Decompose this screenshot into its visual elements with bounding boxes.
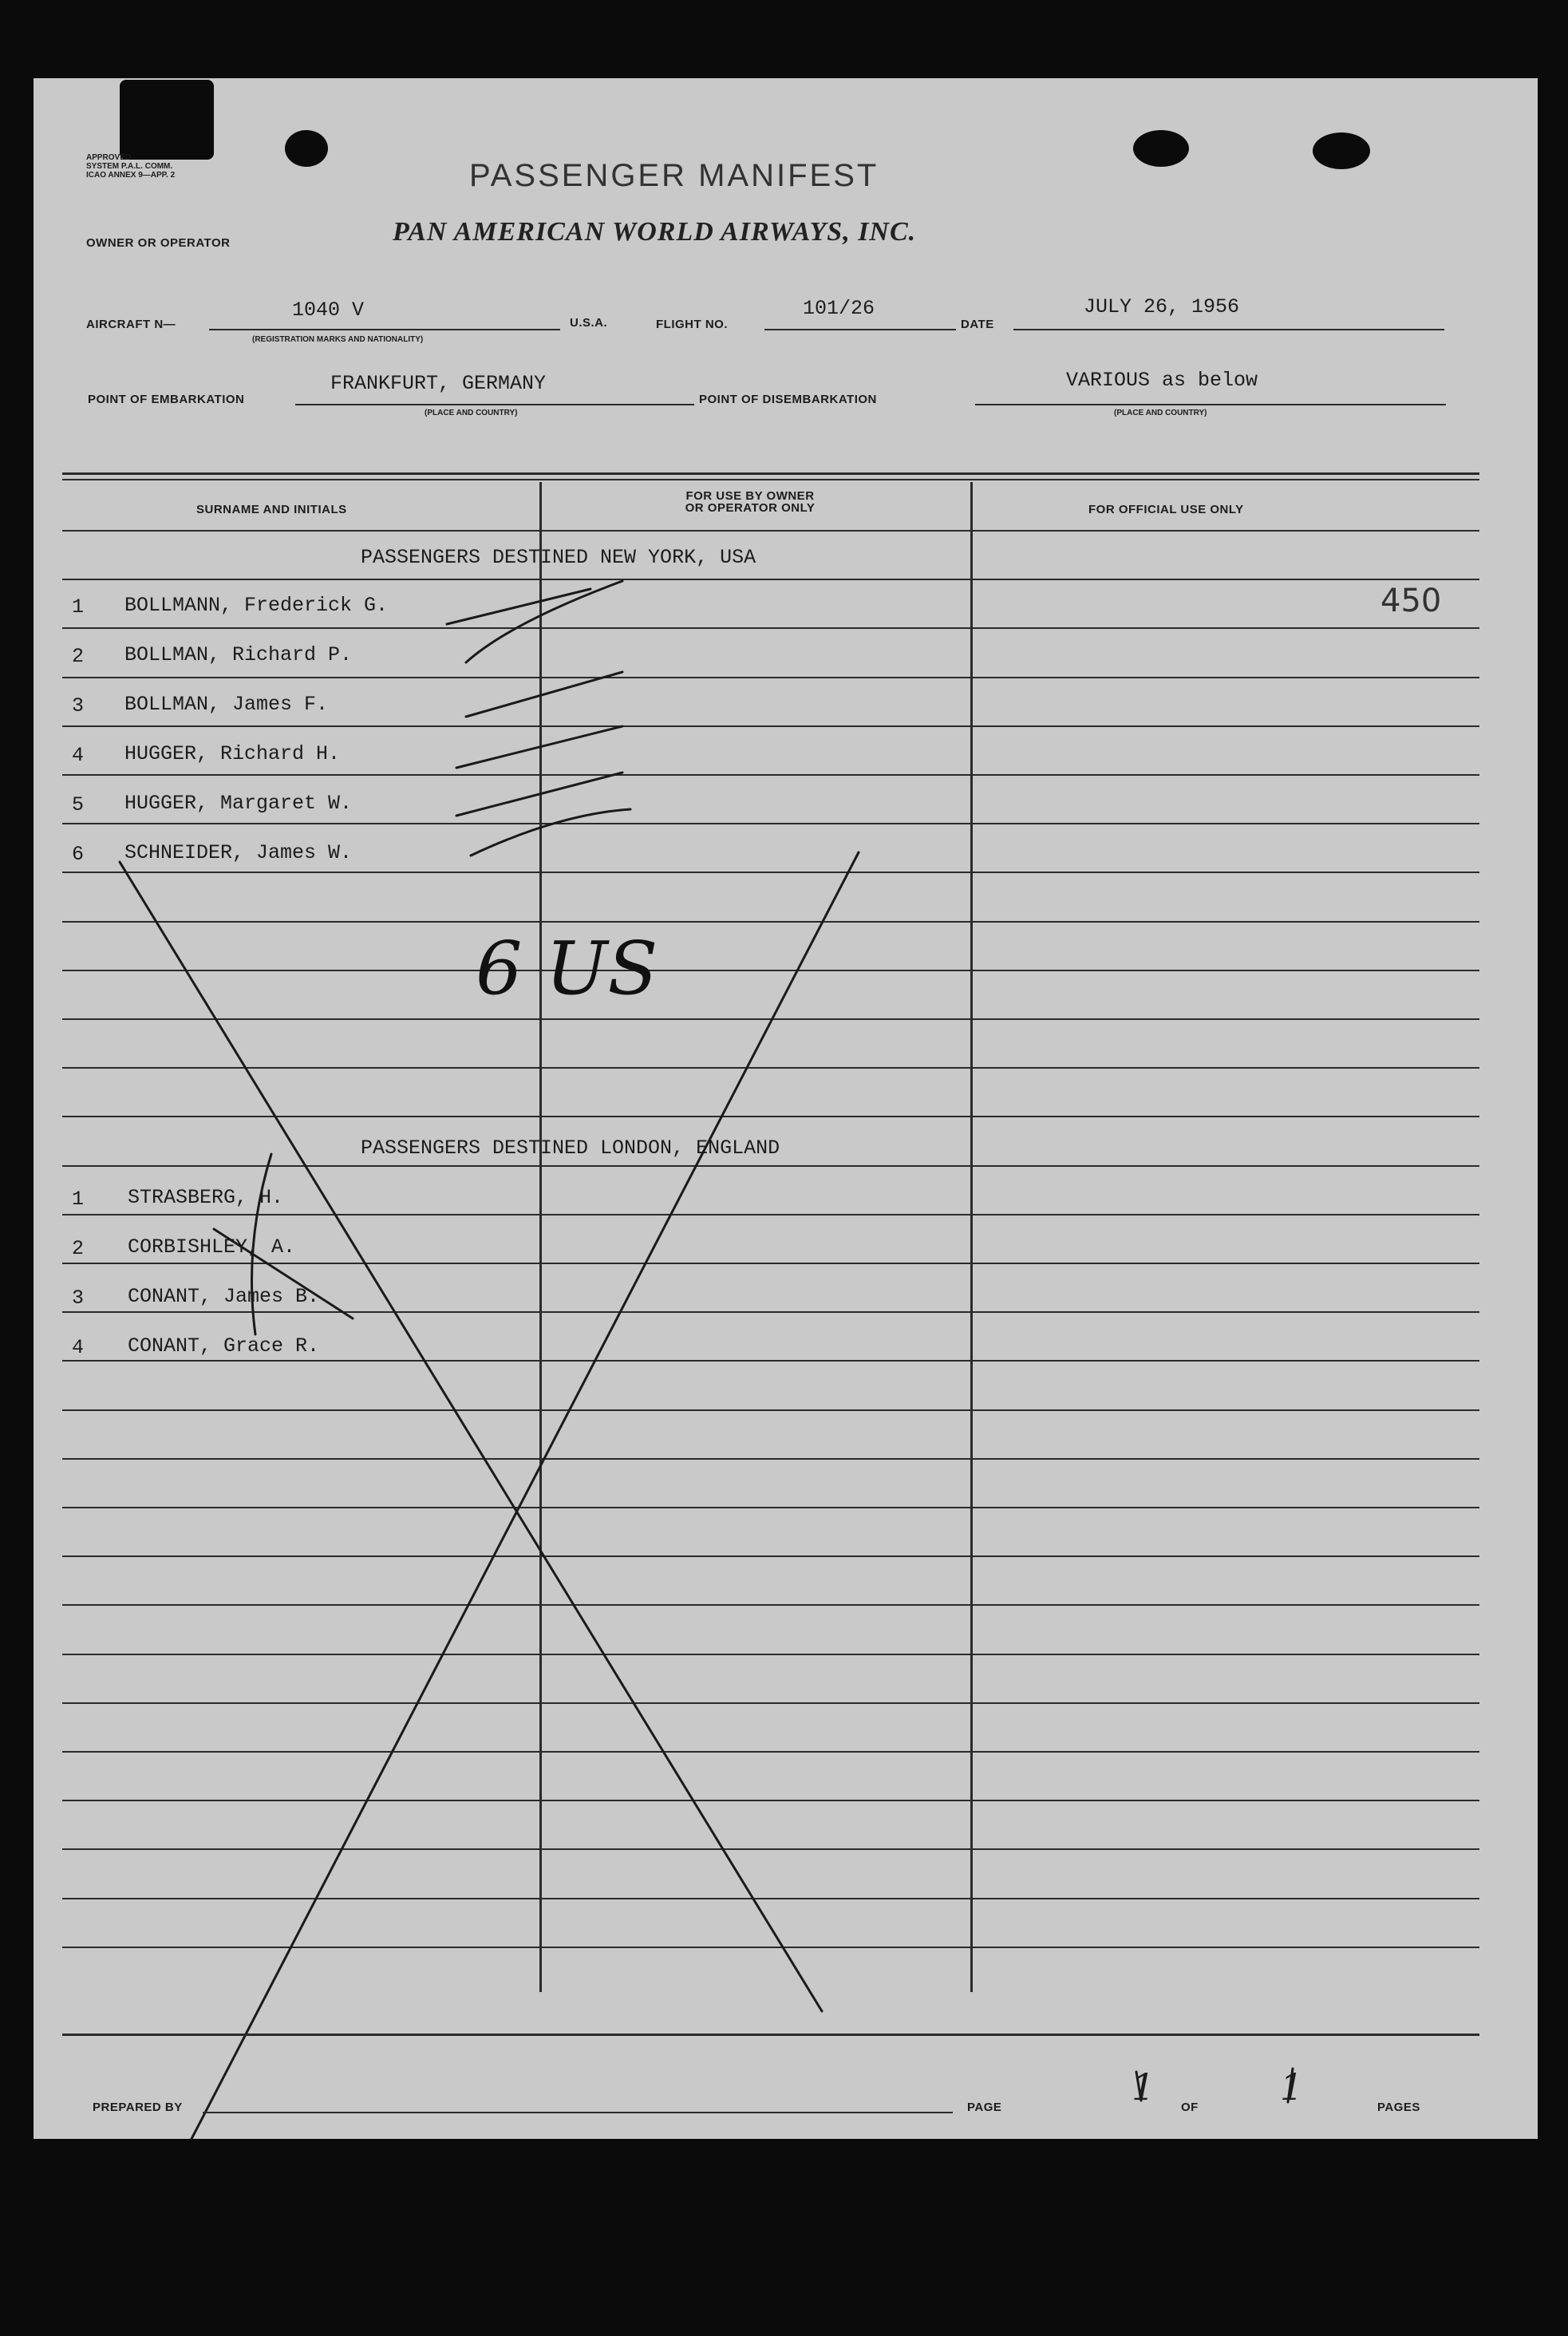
row-number: 1 <box>72 1188 85 1211</box>
usa-label: U.S.A. <box>570 316 608 330</box>
row-number: 2 <box>72 645 85 668</box>
row-number: 4 <box>72 744 85 767</box>
official-number: 450 <box>1380 583 1442 619</box>
row-number: 5 <box>72 793 85 816</box>
form-title: PASSENGER MANIFEST <box>469 158 879 193</box>
signature-line <box>1136 2069 1293 2102</box>
column-header-official: FOR OFFICIAL USE ONLY <box>1088 503 1244 516</box>
strike-mark <box>214 1229 353 1318</box>
aircraft-value: 1040 V <box>292 298 365 322</box>
passenger-name: SCHNEIDER, James W. <box>124 841 353 864</box>
row-number: 4 <box>72 1336 85 1359</box>
footer-rule <box>62 2034 1479 2036</box>
cross-stroke <box>192 852 859 2139</box>
handwritten-count: 6 US <box>476 926 658 1011</box>
prepared-label: PREPARED BY <box>93 2101 183 2114</box>
total-pages: 1 <box>1280 2065 1304 2109</box>
passenger-name: CONANT, James B. <box>128 1285 320 1308</box>
flight-value: 101/26 <box>803 297 875 320</box>
check-mark <box>447 581 622 662</box>
cross-stroke <box>120 862 822 2011</box>
date-label: DATE <box>961 318 994 331</box>
row-number: 3 <box>72 1287 85 1310</box>
passenger-name: BOLLMAN, James F. <box>124 693 329 716</box>
page-number: 1 <box>1132 2065 1155 2109</box>
operator-name: PAN AMERICAN WORLD AIRWAYS, INC. <box>393 217 917 247</box>
column-header-owner-use: FOR USE BY OWNER OR OPERATOR ONLY <box>685 489 816 515</box>
group-heading: PASSENGERS DESTINED NEW YORK, USA <box>361 546 756 569</box>
passenger-name: HUGGER, Richard H. <box>124 742 341 765</box>
owner-label: OWNER OR OPERATOR <box>86 236 231 250</box>
bracket-mark <box>252 1154 272 1334</box>
flight-label: FLIGHT NO. <box>656 318 728 331</box>
embark-label: POINT OF EMBARKATION <box>88 393 245 406</box>
row-number: 1 <box>72 595 85 619</box>
pages-label: PAGES <box>1377 2101 1420 2114</box>
passenger-name: STRASBERG, H. <box>128 1186 284 1209</box>
passenger-name: CONANT, Grace R. <box>128 1334 320 1358</box>
group-heading: PASSENGERS DESTINED LONDON, ENGLAND <box>361 1136 780 1160</box>
passenger-name: BOLLMAN, Richard P. <box>124 643 353 666</box>
disembark-caption: (PLACE AND COUNTRY) <box>1114 409 1207 417</box>
stamp-line: ICAO ANNEX 9—APP. 2 <box>86 171 176 180</box>
embark-caption: (PLACE AND COUNTRY) <box>425 409 518 417</box>
check-mark <box>456 726 622 768</box>
passenger-name: CORBISHLEY, A. <box>128 1235 296 1259</box>
row-number: 2 <box>72 1237 85 1260</box>
check-mark <box>456 773 622 816</box>
disembark-label: POINT OF DISEMBARKATION <box>699 393 877 406</box>
stamp-line: APPROVED <box>86 153 132 162</box>
check-mark <box>471 809 630 856</box>
column-header-surname: SURNAME AND INITIALS <box>196 503 347 516</box>
page-label: PAGE <box>967 2101 1002 2114</box>
disembark-value: VARIOUS as below <box>1066 369 1258 392</box>
aircraft-label: AIRCRAFT N— <box>86 318 176 331</box>
passenger-name: HUGGER, Margaret W. <box>124 792 353 815</box>
of-label: OF <box>1181 2101 1199 2114</box>
stamp-line: SYSTEM P.A.L. COMM. <box>86 162 173 171</box>
row-number: 3 <box>72 694 85 717</box>
prepared-rule <box>203 2112 953 2113</box>
passenger-name: BOLLMANN, Frederick G. <box>124 594 389 617</box>
date-value: JULY 26, 1956 <box>1084 295 1240 318</box>
embark-value: FRANKFURT, GERMANY <box>330 372 547 395</box>
registration-caption: (REGISTRATION MARKS AND NATIONALITY) <box>252 335 424 344</box>
row-number: 6 <box>72 843 85 866</box>
check-mark <box>466 672 622 717</box>
